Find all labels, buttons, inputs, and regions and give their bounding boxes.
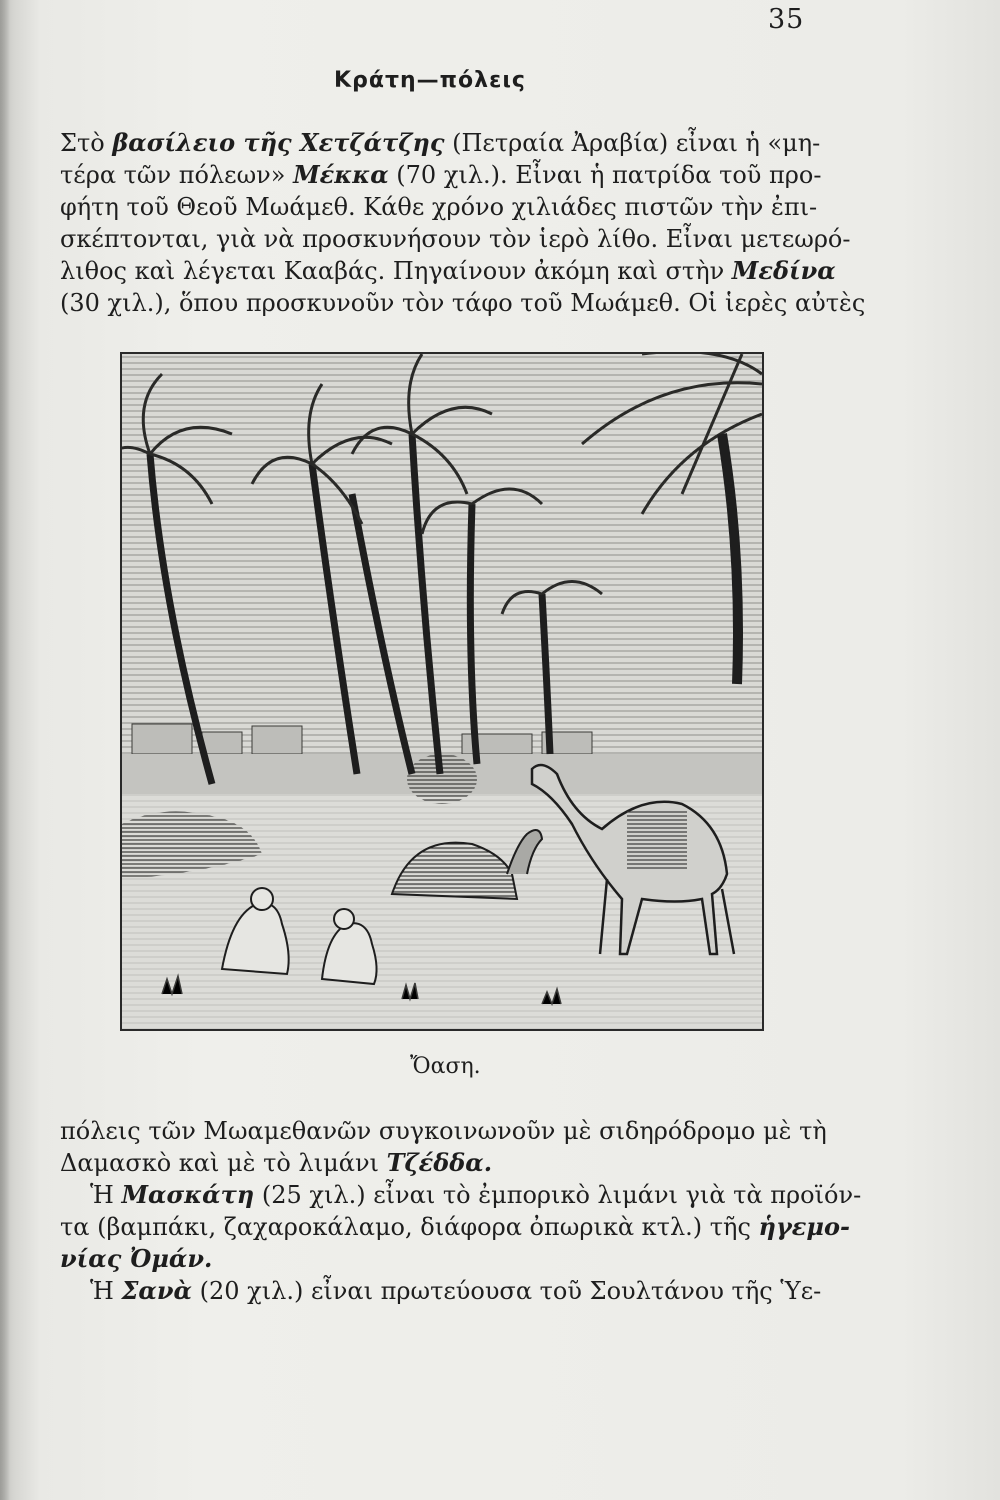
paragraph3-line2: τα (βαμπάκι, ζαχαροκάλαμο, διάφορα ὀπωρικὰ κτλ.) τῆς ἡγεμο- [60,1212,850,1241]
paragraph3-line3: νίας Ὀμάν. [60,1244,213,1273]
paragraph1-line3: φήτη τοῦ Θεοῦ Μωάμεθ. Κάθε χρόνο χιλιάδες πιστῶν τὴν ἐπι- [60,193,818,221]
paragraph2-line1: πόλεις τῶν Μωαμεθανῶν συγκοινωνοῦν μὲ σιδηρόδρομο μὲ τὴ [60,1117,827,1145]
paragraph3-line1: Ἡ Μασκάτη (25 χιλ.) εἶναι τὸ ἐμπορικὸ λιμάνι γιὰ τὰ προϊόν- [90,1180,862,1209]
paragraph1-line1: Στὸ βασίλειο τῆς Χετζάτζης (Πετραία Ἀραβία) εἶναι ἡ «μη- [60,128,821,157]
paragraph1-line5: λιθος καὶ λέγεται Κααβάς. Πηγαίνουν ἀκόμη καὶ στὴν Μεδίνα [60,256,836,285]
paragraph2-line2: Δαμασκὸ καὶ μὲ τὸ λιμάνι Τζέδδα. [60,1148,493,1177]
binding-shadow [0,0,10,1500]
oasis-illustration [120,352,764,1031]
section-heading: Κράτη—πόλεις [334,68,526,93]
page-number: 35 [768,4,805,35]
paragraph1-line6: (30 χιλ.), ὅπου προσκυνοῦν τὸν τάφο τοῦ Μωάμεθ. Οἱ ἱερὲς αὐτὲς [60,289,866,317]
paragraph4-line1: Ἡ Σανὰ (20 χιλ.) εἶναι πρωτεύουσα τοῦ Σουλτάνου τῆς Ὑε- [90,1276,822,1305]
paragraph1-line2: τέρα τῶν πόλεων» Μέκκα (70 χιλ.). Εἶναι ἡ πατρίδα τοῦ προ- [60,160,822,189]
oasis-engraving [122,354,762,1029]
paragraph1-line4: σκέπτονται, γιὰ νὰ προσκυνήσουν τὸν ἱερὸ λίθο. Εἶναι μετεωρό- [60,225,851,253]
figure-caption: Ὄαση. [410,1054,481,1079]
